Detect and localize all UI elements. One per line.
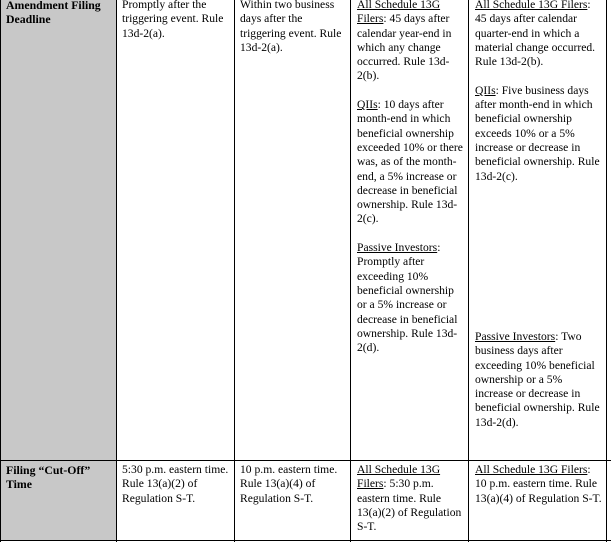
all-filers-label: All Schedule 13G Filers — [475, 463, 588, 476]
all-filers-text: : 45 days after calendar year-end in which any change occurred. Rule 13d-2(b). — [357, 12, 452, 83]
passive-investors-text: : Two business days after exceeding 10% beneficial ownership or a 5% increase or decrease in beneficial ownership. Rule 13d-2(d). — [475, 330, 600, 429]
row-header-amendment-filing-deadline: Amendment Filing Deadline — [6, 0, 101, 27]
cell-cutoff-col3 — [357, 463, 465, 534]
cell-cutoff-col2: 10 p.m. eastern time. Rule 13(a)(4) of Regulation S-T. — [240, 463, 338, 505]
cell-cutoff-col4 — [475, 463, 603, 506]
passive-investors-paragraph — [475, 330, 603, 430]
all-filers-text: : 10 p.m. eastern time. Rule 13(a)(4) of Regulation S-T. — [475, 463, 602, 505]
all-filers-text: : 5:30 p.m. eastern time. Rule 13(a)(2) of Regulation S-T. — [357, 477, 462, 534]
all-filers-label: All Schedule 13G Filers — [475, 0, 588, 11]
qiis-paragraph — [357, 98, 465, 227]
all-filers-paragraph — [357, 463, 465, 534]
all-filers-paragraph — [475, 463, 603, 506]
qiis-text: : Five business days after month-end in which beneficial ownership exceeds 10% or a 5% increase or decrease in beneficial ownership. Rule 13d-2(c). — [475, 83, 600, 183]
all-filers-paragraph — [357, 0, 465, 84]
passive-investors-paragraph — [357, 241, 465, 355]
cell-amendment-col3 — [357, 0, 465, 355]
all-filers-label: All Schedule 13G Filers — [357, 463, 441, 491]
all-filers-paragraph — [475, 0, 603, 69]
all-filers-text: : 45 days after calendar quarter-end in which a material change occurred. Rule 13d-2(b). — [475, 0, 596, 69]
row-header-filing-cut-off-time: Filing “Cut-Off” Time — [6, 463, 91, 492]
passive-investors-label: Passive Investors — [475, 330, 556, 343]
qiis-label: QIIs — [475, 83, 496, 97]
cell-amendment-col2: Within two business days after the triggering event. Rule 13d-2(a). — [240, 0, 342, 54]
qiis-text: : 10 days after month-end in which beneficial ownership exceeded 10% or there was, as of the month-end, a 5% increase or decrease in beneficial ownership. Rule 13d-2(c). — [357, 98, 463, 226]
cell-amendment-col4-passive — [475, 330, 603, 430]
all-filers-label: All Schedule 13G Filers — [357, 0, 441, 26]
passive-investors-label: Passive Investors — [357, 241, 438, 255]
qiis-paragraph — [475, 84, 603, 184]
cell-cutoff-col1: 5:30 p.m. eastern time. Rule 13(a)(2) of Regulation S-T. — [122, 463, 229, 505]
passive-investors-text: : Promptly after exceeding 10% beneficial ownership or a 5% increase or decrease in beneficial ownership. Rule 13d-2(d). — [357, 241, 458, 355]
cell-amendment-col4 — [475, 0, 603, 184]
cell-amendment-col1: Promptly after the triggering event. Rule 13d-2(a). — [122, 0, 224, 40]
row-divider — [0, 460, 611, 461]
table-border-bottom — [0, 540, 611, 541]
qiis-label: QIIs — [357, 98, 378, 112]
